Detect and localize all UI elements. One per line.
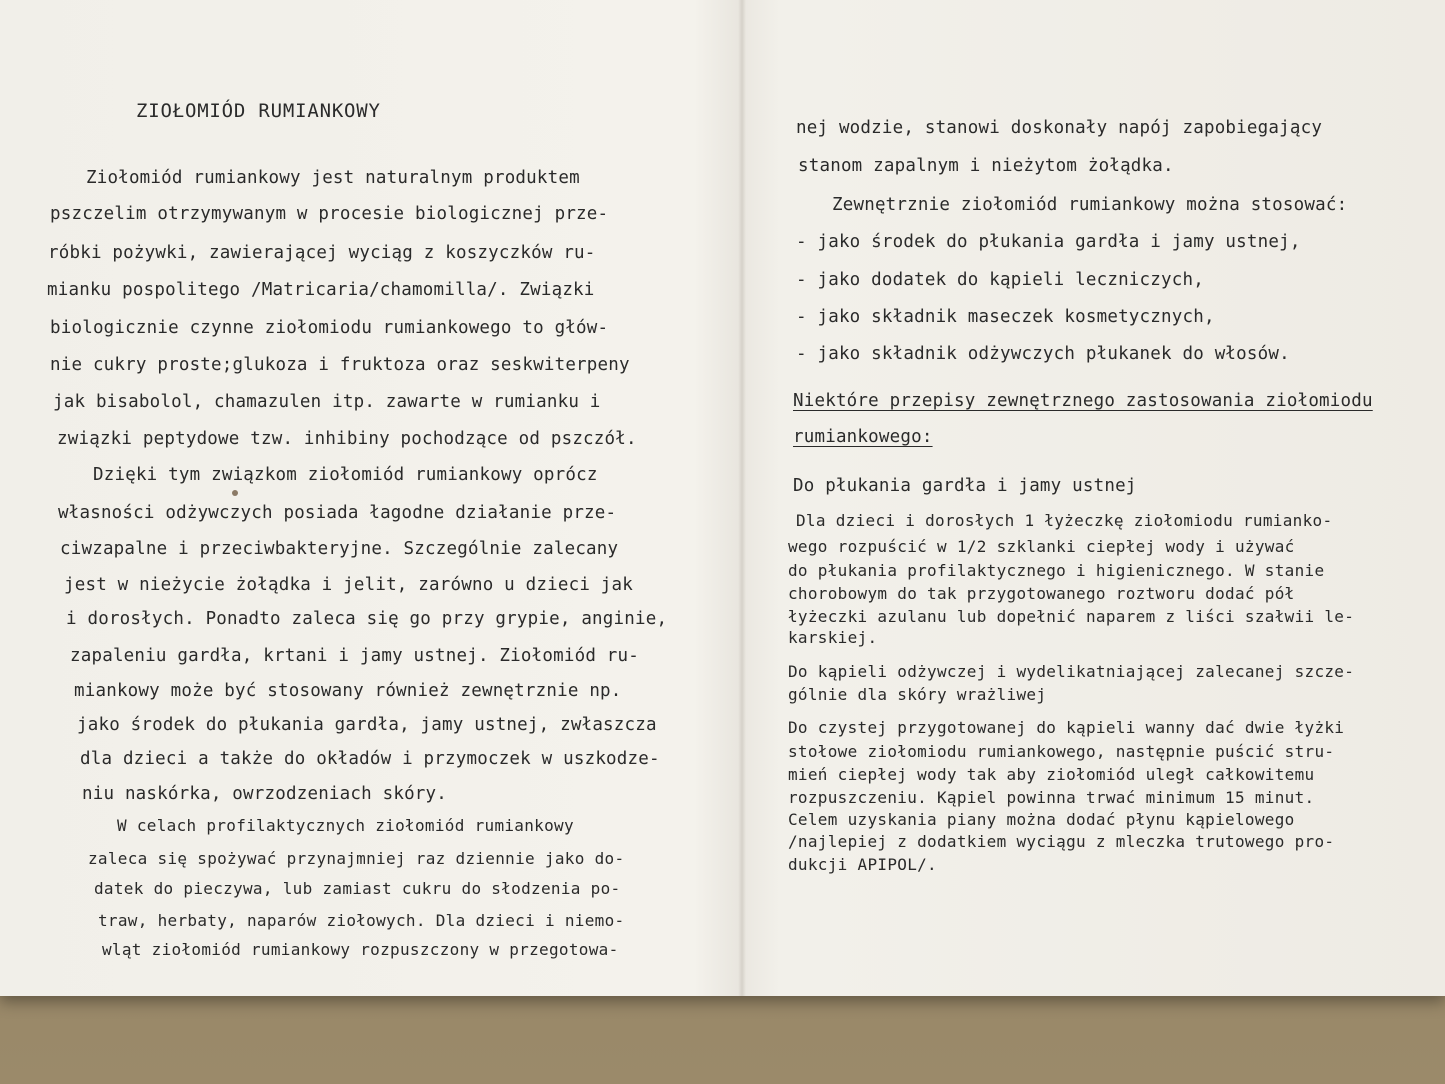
list-item: - jako dodatek do kąpieli leczniczych, [796,270,1204,290]
text-line: stołowe ziołomiodu rumiankowego, następnie puścić stru- [788,742,1335,761]
page-fold [738,0,746,996]
section-heading: rumiankowego: [793,427,933,447]
text-line: W celach profilaktycznych ziołomiód rumiankowy [117,816,574,835]
list-item: - jako środek do płukania gardła i jamy ustnej, [796,232,1301,252]
list-item: - jako składnik odżywczych płukanek do włosów. [796,344,1290,364]
subheading: Do płukania gardła i jamy ustnej [793,476,1137,496]
document-title: ZIOŁOMIÓD RUMIANKOWY [136,100,381,122]
text-line: karskiej. [788,628,878,647]
section-heading: Niektóre przepisy zewnętrznego zastosowania ziołomiodu [793,391,1373,411]
text-line: mień ciepłej wody tak aby ziołomiód uległ całkowitemu [788,765,1315,784]
text-line: związki peptydowe tzw. inhibiny pochodzące od pszczół. [57,429,637,449]
text-line: mianku pospolitego /Matricaria/chamomilla/. Związki [47,280,595,300]
text-line: róbki pożywki, zawierającej wyciąg z koszyczków ru- [48,243,596,263]
text-line: pszczelim otrzymywanym w procesie biologicznej prze- [50,204,609,224]
text-line: stanom zapalnym i nieżytom żołądka. [798,156,1174,176]
text-line: łyżeczki azulanu lub dopełnić naparem z liści szałwii le- [788,607,1355,626]
subheading: gólnie dla skóry wrażliwej [788,685,1047,704]
text-line: Celem uzyskania piany można dodać płynu kąpielowego [788,810,1295,829]
text-line: chorobowym do tak przygotowanego roztworu dodać pół [788,584,1295,603]
text-line: niu naskórka, owrzodzeniach skóry. [82,784,448,804]
text-line: Dla dzieci i dorosłych 1 łyżeczkę ziołomiodu rumianko- [796,511,1333,530]
text-line: Dzięki tym związkom ziołomiód rumiankowy oprócz [93,465,598,485]
text-line: wego rozpuścić w 1/2 szklanki ciepłej wody i używać [788,537,1295,556]
list-item: - jako składnik maseczek kosmetycznych, [796,307,1215,327]
text-line: /najlepiej z dodatkiem wyciągu z mleczka trutowego pro- [788,832,1335,851]
text-line: miankowy może być stosowany również zewnętrznie np. [74,681,622,701]
text-line: jest w nieżycie żołądka i jelit, zarówno u dzieci jak [64,575,634,595]
subheading: Do kąpieli odżywczej i wydelikatniającej zalecanej szcze- [788,662,1355,681]
text-line: Ziołomiód rumiankowy jest naturalnym produktem [86,168,580,188]
text-line: własności odżywczych posiada łagodne działanie prze- [58,503,617,523]
text-line: wląt ziołomiód rumiankowy rozpuszczony w przegotowa- [102,940,619,959]
text-line: ciwzapalne i przeciwbakteryjne. Szczególnie zalecany [60,539,619,559]
text-line: jako środek do płukania gardła, jamy ustnej, zwłaszcza [77,715,657,735]
left-page [0,0,738,996]
text-line: nie cukry proste;glukoza i fruktoza oraz seskwiterpeny [50,355,630,375]
text-line: i dorosłych. Ponadto zaleca się go przy grypie, anginie, [66,609,668,629]
text-line: datek do pieczywa, lub zamiast cukru do słodzenia po- [94,879,621,898]
text-line: dukcji APIPOL/. [788,855,937,874]
text-line: dla dzieci a także do okładów i przymoczek w uszkodze- [80,749,660,769]
right-page [746,0,1445,996]
text-line: rozpuszczeniu. Kąpiel powinna trwać minimum 15 minut. [788,788,1315,807]
text-line: nej wodzie, stanowi doskonały napój zapobiegający [796,118,1323,138]
text-line: biologicznie czynne ziołomiodu rumiankowego to głów- [50,318,609,338]
text-line: Zewnętrznie ziołomiód rumiankowy można stosować: [832,195,1348,215]
text-line: traw, herbaty, naparów ziołowych. Dla dzieci i niemo- [98,911,625,930]
text-line: jak bisabolol, chamazulen itp. zawarte w rumianku i [53,392,601,412]
paper-speck [232,490,238,496]
text-line: do płukania profilaktycznego i higienicznego. W stanie [788,561,1325,580]
text-line: zaleca się spożywać przynajmniej raz dziennie jako do- [88,849,625,868]
text-line: Do czystej przygotowanej do kąpieli wanny dać dwie łyżki [788,718,1345,737]
text-line: zapaleniu gardła, krtani i jamy ustnej. Ziołomiód ru- [70,646,640,666]
